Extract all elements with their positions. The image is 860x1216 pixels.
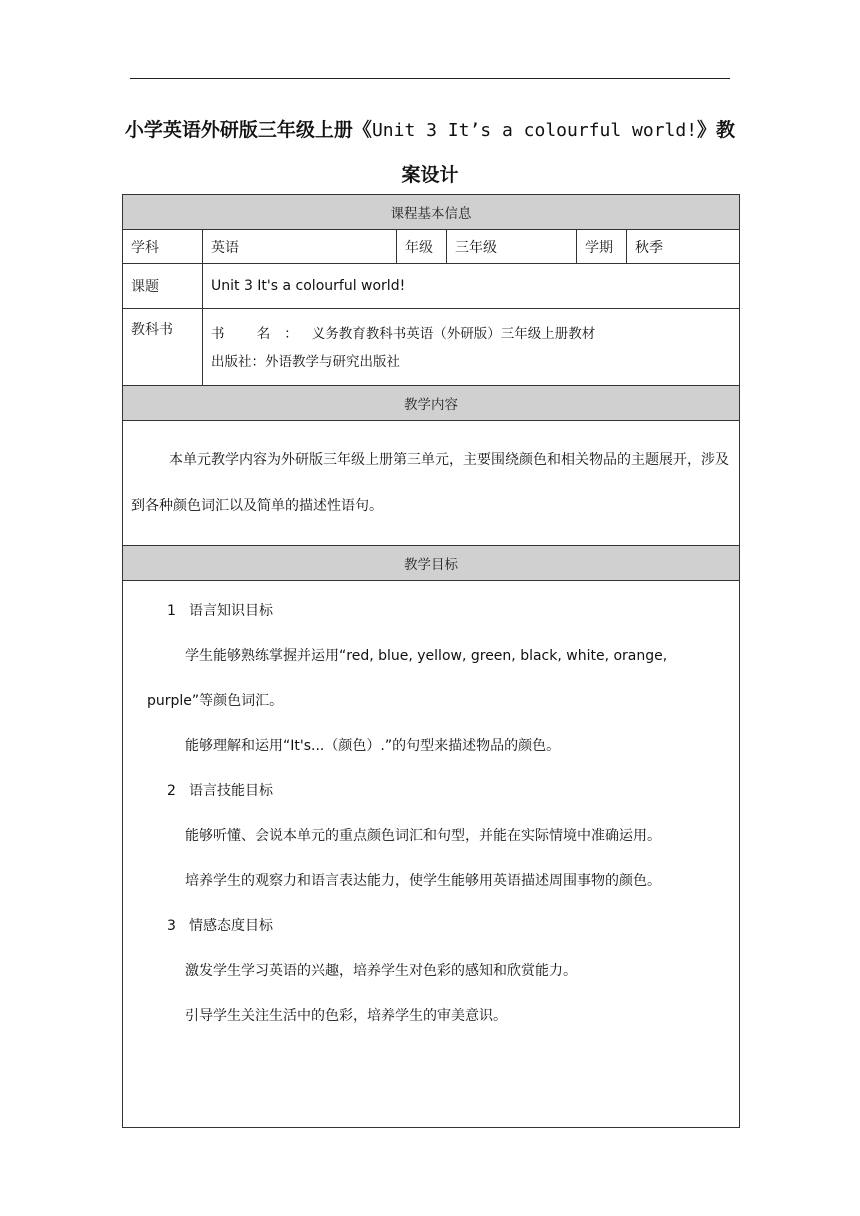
publisher-line: [211, 348, 731, 376]
content-row: [123, 421, 740, 546]
goals-cell: [123, 581, 740, 1128]
lesson-plan-table: [122, 194, 740, 1128]
goal-heading: [147, 904, 731, 949]
title-line2: 案设计: [401, 164, 459, 186]
basic-info-header: 课程基本信息: [123, 195, 740, 230]
book-name-value: 义务教育教科书英语（外研版）三年级上册教材: [311, 326, 596, 342]
grade-value: 三年级: [447, 230, 577, 264]
content-header: 教学内容: [123, 386, 740, 421]
content-cell: [123, 421, 740, 546]
textbook-info: [203, 309, 740, 386]
textbook-label: 教科书: [123, 309, 203, 386]
goal-heading: [147, 589, 731, 634]
publisher-value: 外语教学与研究出版社: [265, 354, 400, 370]
term-value: 秋季: [627, 230, 740, 264]
goal-heading-text: 情感态度目标: [189, 918, 273, 934]
goal-item: 能够理解和运用“It's...（颜色）.”的句型来描述物品的颜色。: [185, 738, 561, 754]
header-rule: [130, 78, 730, 79]
topic-label: 课题: [123, 264, 203, 309]
goal-item: 引导学生关注生活中的色彩，培养学生的审美意识。: [185, 1008, 507, 1024]
book-name-label: 书 名：: [211, 326, 312, 342]
title-prefix: 小学英语外研版三年级上册《: [124, 119, 372, 141]
publisher-label: 出版社：: [211, 354, 265, 370]
textbook-row: [123, 309, 740, 386]
title-suffix: 》教: [697, 119, 736, 141]
goal-item: 培养学生的观察力和语言表达能力，使学生能够用英语描述周围事物的颜色。: [185, 873, 661, 889]
content-header-row: [123, 386, 740, 421]
goals-header-row: [123, 546, 740, 581]
grade-label: 年级: [397, 230, 447, 264]
goal-item: 学生能够熟练掌握并运用“red, blue, yellow, green, black, white, orange, purple”等颜色词汇。: [147, 648, 668, 709]
goal-item: 能够听懂、会说本单元的重点颜色词汇和句型，并能在实际情境中准确运用。: [185, 828, 661, 844]
goal-number: 3: [167, 918, 176, 934]
goal-heading-text: 语言技能目标: [189, 783, 273, 799]
title-unit-name: Unit 3 It’s a colourful world!: [371, 120, 698, 141]
goal-number: 2: [167, 783, 176, 799]
book-name-line: [211, 320, 731, 348]
topic-value: Unit 3 It's a colourful world!: [203, 264, 740, 309]
goal-number: 1: [167, 603, 176, 619]
content-text: 本单元教学内容为外研版三年级上册第三单元，主要围绕颜色和相关物品的主题展开，涉及到各种颜色词汇以及简单的描述性语句。: [131, 452, 729, 514]
goal-heading-text: 语言知识目标: [189, 603, 273, 619]
goal-heading: [147, 769, 731, 814]
term-label: 学期: [577, 230, 627, 264]
goals-row: [123, 581, 740, 1128]
document-title: [122, 108, 738, 198]
subject-value: 英语: [203, 230, 397, 264]
topic-row: [123, 264, 740, 309]
basic-info-header-row: [123, 195, 740, 230]
goal-item: 激发学生学习英语的兴趣，培养学生对色彩的感知和欣赏能力。: [185, 963, 577, 979]
subject-label: 学科: [123, 230, 203, 264]
goals-header: 教学目标: [123, 546, 740, 581]
basic-info-row: [123, 230, 740, 264]
